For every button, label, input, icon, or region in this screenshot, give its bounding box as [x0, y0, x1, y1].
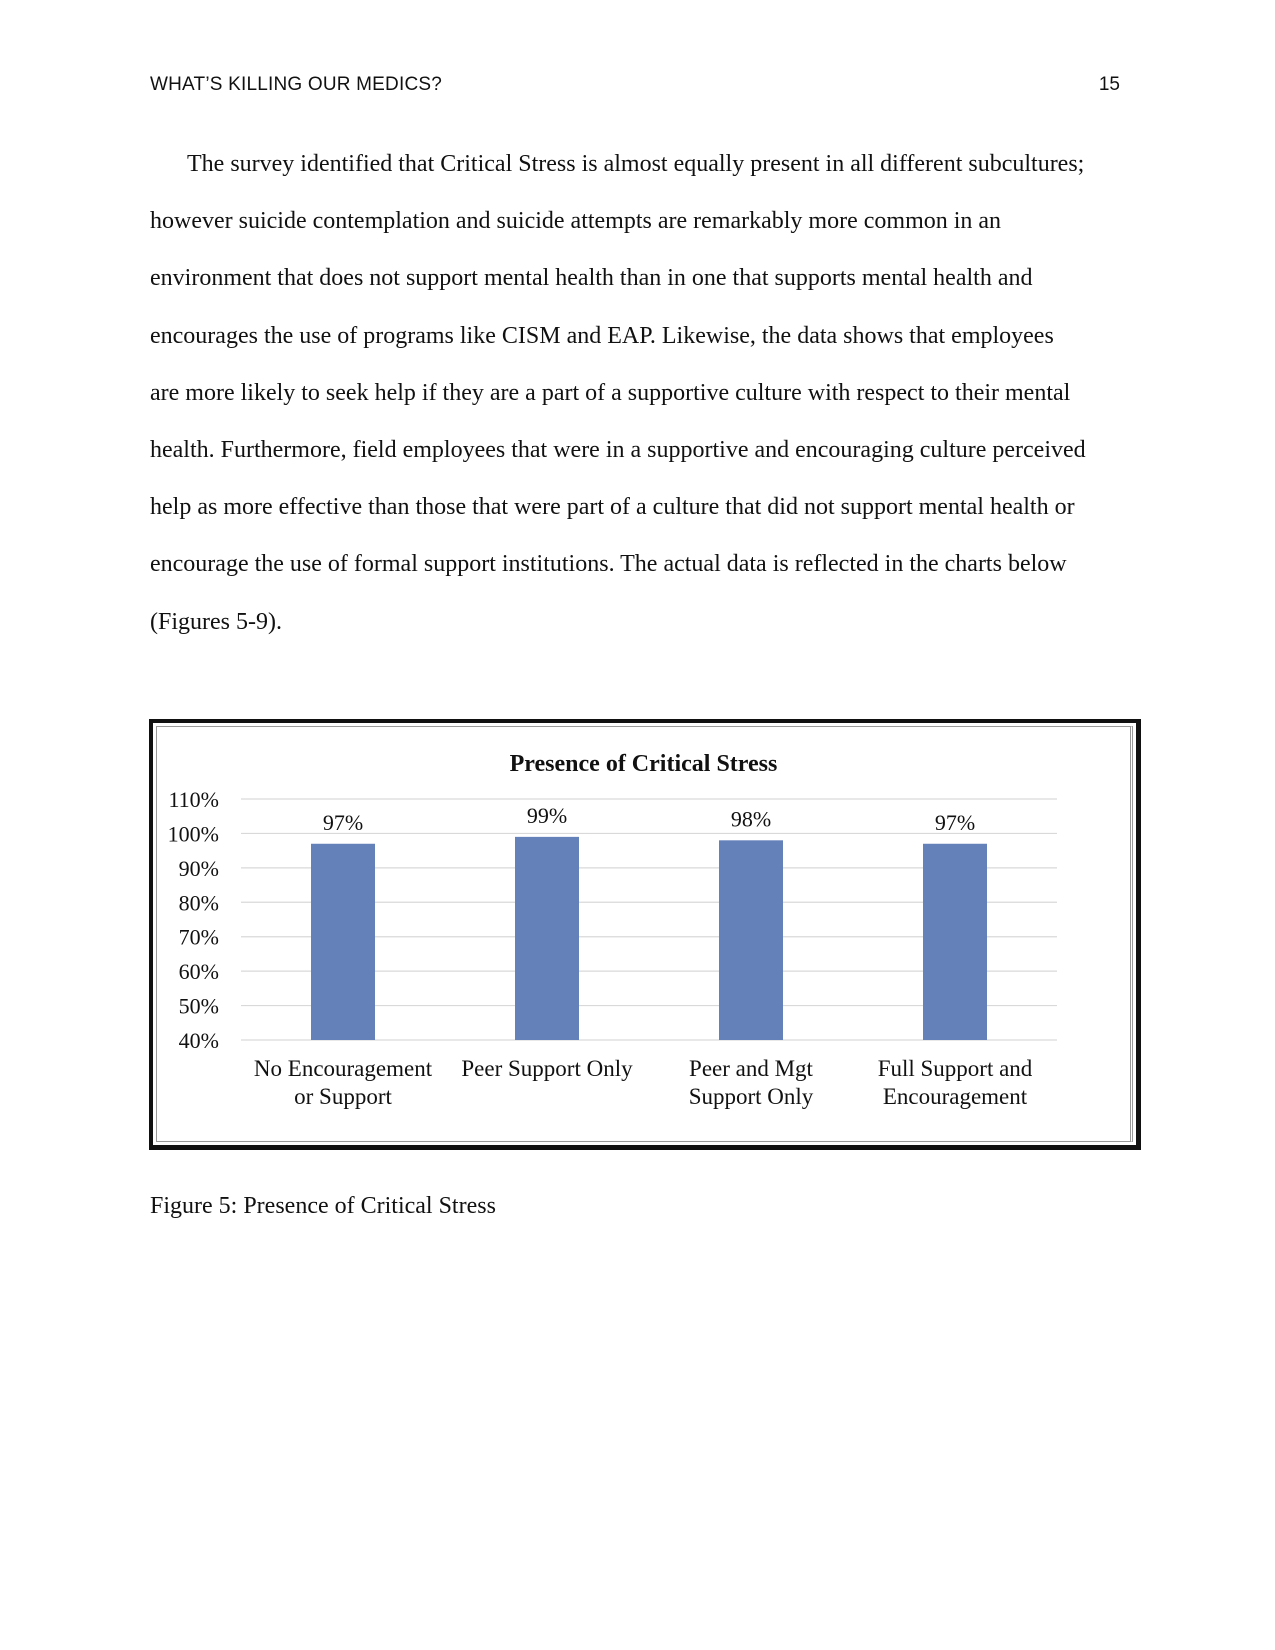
data-label: 98%	[730, 806, 772, 832]
bar	[923, 844, 987, 1040]
data-label: 97%	[322, 809, 364, 835]
chart-area	[156, 726, 1133, 1142]
body-line: are more likely to seek help if they are a part of a supportive culture with respect to their mental	[150, 379, 1071, 406]
data-label: 97%	[934, 809, 976, 835]
running-head: WHAT’S KILLING OUR MEDICS?	[150, 74, 442, 95]
data-label: 99%	[526, 802, 568, 828]
y-tick-label: 80%	[178, 890, 219, 916]
bar	[515, 837, 579, 1040]
body-line: encourages the use of programs like CISM and EAP. Likewise, the data shows that employees	[150, 322, 1054, 349]
y-tick-label: 70%	[178, 924, 219, 950]
body-line: health. Furthermore, field employees that were in a supportive and encouraging culture perceived	[150, 437, 1086, 464]
page-number: 15	[1098, 74, 1120, 95]
y-tick-label: 110%	[168, 787, 219, 812]
y-tick-label: 60%	[178, 959, 219, 985]
x-tick-label: No Encouragement	[253, 1056, 433, 1081]
chart-title: Presence of Critical Stress	[509, 751, 778, 777]
bar-chart	[157, 727, 1135, 1145]
body-line: The survey identified that Critical Stress is almost equally present in all different subcultures;	[187, 151, 1085, 177]
body-line: encourage the use of formal support institutions. The actual data is reflected in the charts below	[150, 551, 1067, 578]
x-tick-label: or Support	[294, 1084, 392, 1109]
bar	[311, 844, 375, 1040]
chart-frame	[149, 719, 1141, 1150]
y-tick-label: 40%	[178, 1028, 219, 1053]
y-tick-label: 50%	[178, 993, 219, 1019]
figure-caption: Figure 5: Presence of Critical Stress	[150, 1193, 496, 1219]
y-tick-label: 100%	[167, 821, 219, 847]
body-line: (Figures 5-9).	[150, 608, 282, 635]
y-tick-label: 90%	[178, 855, 219, 881]
x-tick-label: Support Only	[688, 1084, 814, 1109]
body-line: help as more effective than those that were part of a culture that did not support mental health or	[150, 494, 1075, 521]
x-tick-label: Full Support and	[877, 1056, 1033, 1081]
x-tick-label: Encouragement	[882, 1084, 1028, 1109]
body-paragraph	[150, 136, 1130, 651]
x-tick-label: Peer Support Only	[461, 1056, 633, 1081]
body-line: environment that does not support mental health than in one that supports mental health and	[150, 265, 1033, 292]
body-line: however suicide contemplation and suicide attempts are remarkably more common in an	[150, 208, 1002, 235]
bar	[719, 840, 783, 1040]
x-tick-label: Peer and Mgt	[689, 1056, 813, 1081]
